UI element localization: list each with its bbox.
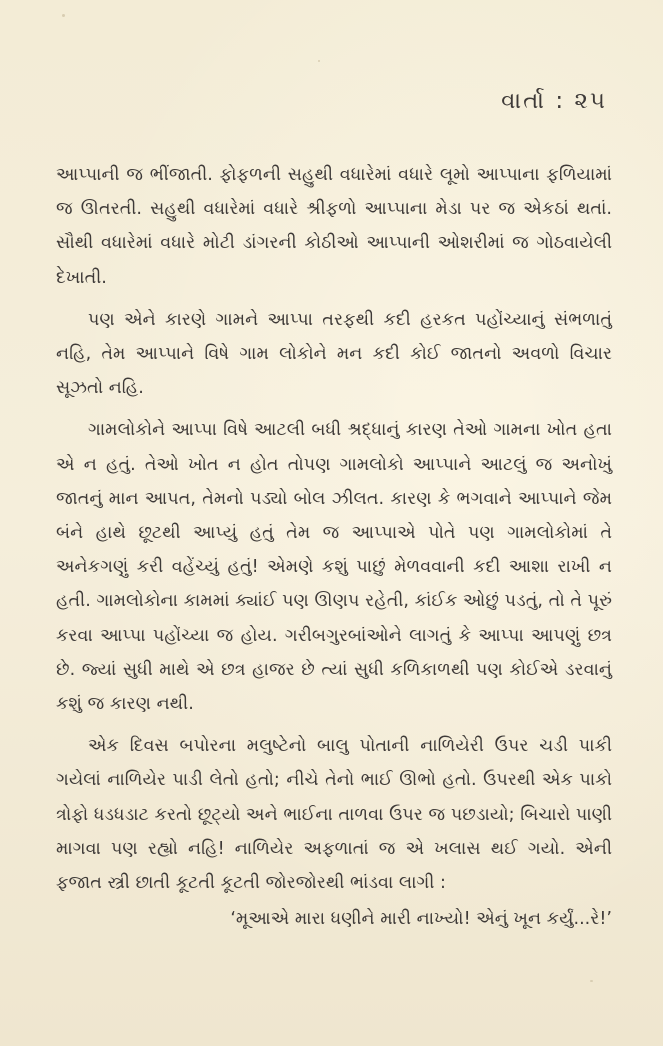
paper-speck (590, 980, 593, 982)
paragraph: એક દિવસ બપોરના મલુષ્ટેનો બાલુ પોતાની નાળિયેરી ઉપર ચડી પાકી ગયેલાં નાળિયેર પાડી લેતો હતો; નીચે તેનો ભાઈ ઊભો હતો. ઉપરથી એક પાકો ત્રોફો ધડધડાટ કરતો છૂટ્યો અને ભાઈના તાળવા ઉપર જ પછડાયો; બિચારો પાણી માગવા પણ રહ્યો નહિ! નાળિયેર અફળાતાં જ એ ખલાસ થઈ ગયો. એની ફજાત સ્ત્રી છાતી કૂટતી કૂટતી જોરજોરથી ભાંડવા લાગી : (56, 736, 612, 894)
body-text (56, 158, 612, 936)
paper-speck (62, 14, 65, 17)
quote-line: ‘મૂઆએ મારા ધણીને મારી નાખ્યો! એનું ખૂન કર્યું...રે!’ (230, 909, 612, 930)
page-header: વાર્તા : ૨૫ (501, 88, 607, 114)
paragraph: પણ એને કારણે ગામને આપ્પા તરફથી કદી હરકત પહોંચ્યાનું સંભળાતું નહિ, તેમ આપ્પાને વિષે ગામ લોકોને મન કદી કોઈ જાતનો અવળો વિચાર સૂઝતો નહિ. (56, 309, 612, 399)
paragraph: આપ્પાની જ ભીંજાતી. ફોફળની સહુથી વધારેમાં વધારે લૂમો આપ્પાના ફળિયામાં જ ઊતરતી. સહુથી વધારેમાં વધારે શ્રીફળો આપ્પાના મેડા પર જ એકઠાં થતાં. સૌથી વધારેમાં વધારે મોટી ડાંગરની કોઠીઓ આપ્પાની ઓશરીમાં જ ગોઠવાયેલી દેખાતી. (56, 165, 612, 288)
paragraph: ગામલોકોને આપ્પા વિષે આટલી બધી શ્રદ્ધાનું કારણ તેઓ ગામના ખોત હતા એ ન હતું. તેઓ ખોત ન હોત તોપણ ગામલોકો આપ્પાને આટલું જ અનોખું જાતનું માન આપત, તેમનો પડ્યો બોલ ઝીલત. કારણ કે ભગવાને આપ્પાને જેમ બંને હાથે છૂટથી આપ્યું હતું તેમ જ આપ્પાએ પોતે પણ ગામલોકોમાં તે અનેકગણું કરી વહેંચ્યું હતું! એમણે કશું પાછું મેળવવાની કદી આશા રાખી ન હતી. ગામલોકોના કામમાં ક્યાંઈ પણ ઊણપ રહેતી, કાંઈક ઓછું પડતું, તો તે પૂરું કરવા આપ્પા પહોંચ્યા જ હોય. ગરીબગુરબાંઓને લાગતું કે આપ્પા આપણું છત્ર છે. જ્યાં સુધી માથે એ છત્ર હાજર છે ત્યાં સુધી કળિકાળથી પણ કોઈએ ડરવાનું કશું જ કારણ નથી. (56, 420, 612, 715)
paper-speck (318, 60, 320, 62)
